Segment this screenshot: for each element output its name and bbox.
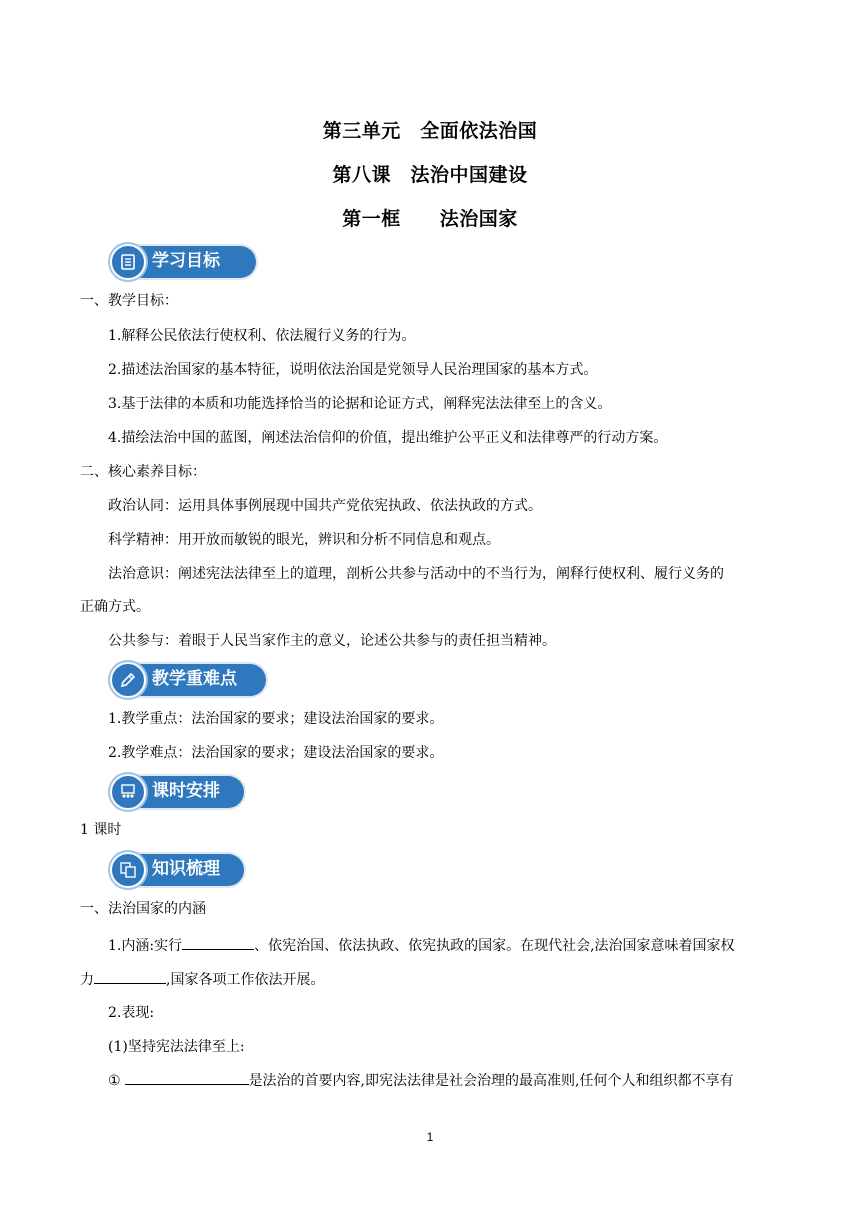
core-heading: 二、核心素养目标： — [80, 464, 206, 480]
checklist-icon — [110, 244, 146, 280]
badge-schedule — [110, 774, 244, 810]
section-title: 第一框 法治国家 — [342, 208, 518, 230]
badge-label: 教学重难点 — [152, 669, 237, 689]
knowledge-line-5 — [108, 1070, 808, 1091]
key-point-item: 2.教学难点：法治国家的要求；建设法治国家的要求。 — [108, 745, 444, 761]
knowledge-heading: 一、法治国家的内涵 — [80, 901, 206, 917]
fill-blank — [182, 935, 254, 950]
text-span: ① — [108, 1073, 121, 1089]
key-point-item: 1.教学重点：法治国家的要求；建设法治国家的要求。 — [108, 711, 444, 727]
core-item: 公共参与：着眼于人民当家作主的意义，论述公共参与的责任担当精神。 — [108, 633, 556, 649]
documents-icon — [110, 852, 146, 888]
text-span: 力 — [80, 972, 94, 988]
core-item-continued: 正确方式。 — [80, 599, 150, 615]
schedule-text: 1 课时 — [80, 822, 122, 838]
badge-learning-goals — [110, 244, 256, 280]
knowledge-line-4: (1)坚持宪法法律至上: — [108, 1039, 245, 1055]
presentation-icon — [110, 774, 146, 810]
knowledge-line-3: 2.表现: — [108, 1005, 155, 1021]
text-span: 1.内涵:实行 — [108, 938, 183, 954]
goals-heading: 一、教学目标： — [80, 293, 178, 309]
goal-item: 2.描述法治国家的基本特征，说明依法治国是党领导人民治理国家的基本方式。 — [108, 362, 598, 378]
goal-item: 3.基于法律的本质和功能选择恰当的论据和论证方式，阐释宪法法律至上的含义。 — [108, 396, 612, 412]
knowledge-line-1 — [108, 935, 808, 956]
text-span: 是法治的首要内容,即宪法法律是社会治理的最高准则,任何个人和组织都不享有 — [248, 1073, 734, 1089]
page-number: 1 — [426, 1130, 434, 1144]
core-item: 科学精神：用开放而敏锐的眼光，辨识和分析不同信息和观点。 — [108, 532, 500, 548]
text-span: ,国家各项工作依法开展。 — [166, 972, 325, 988]
badge-label: 学习目标 — [152, 251, 220, 271]
goal-item: 4.描绘法治中国的蓝图，阐述法治信仰的价值，提出维护公平正义和法律尊严的行动方案。 — [108, 430, 668, 446]
badge-knowledge — [110, 852, 244, 888]
text-span: 、依宪治国、依法执政、依宪执政的国家。在现代社会,法治国家意味着国家权 — [254, 938, 735, 954]
core-item: 法治意识：阐述宪法法律至上的道理，剖析公共参与活动中的不当行为，阐释行使权利、履行义务的 — [108, 566, 724, 582]
badge-label: 课时安排 — [152, 781, 220, 801]
pencil-icon — [110, 662, 146, 698]
badge-key-points — [110, 662, 266, 698]
fill-blank — [94, 969, 166, 984]
fill-blank — [125, 1070, 249, 1085]
knowledge-line-2 — [80, 969, 780, 990]
goal-item: 1.解释公民依法行使权利、依法履行义务的行为。 — [108, 328, 416, 344]
core-item: 政治认同：运用具体事例展现中国共产党依宪执政、依法执政的方式。 — [108, 498, 542, 514]
badge-label: 知识梳理 — [152, 859, 220, 879]
unit-title: 第三单元 全面依法治国 — [322, 120, 538, 142]
lesson-title: 第八课 法治中国建设 — [332, 164, 528, 186]
